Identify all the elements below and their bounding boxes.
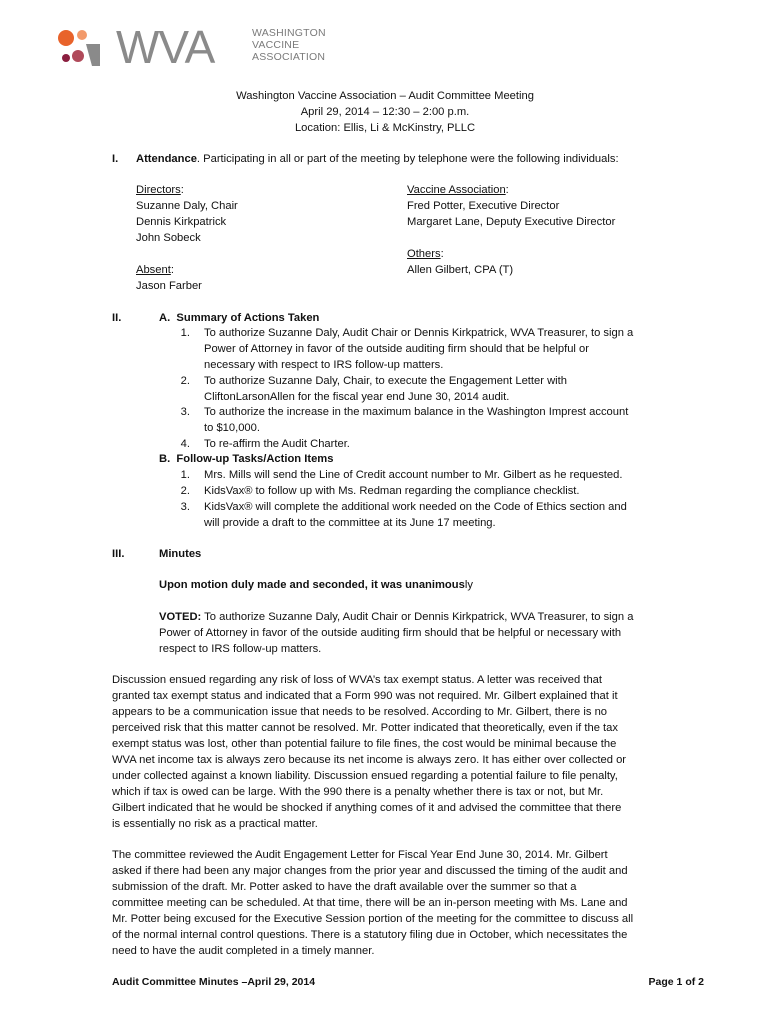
section-1-numeral: I. [112, 153, 119, 165]
va-name: Margaret Lane, Deputy Executive Director [407, 216, 616, 228]
director-name: Suzanne Daly, Chair [136, 200, 238, 212]
others-name: Allen Gilbert, CPA (T) [407, 264, 514, 276]
motion-line [159, 578, 473, 593]
directors-label: Directors [136, 184, 181, 196]
minutes-heading: Minutes [159, 548, 202, 560]
absent-name: Jason Farber [136, 280, 202, 292]
logo-line-3: ASSOCIATION [252, 51, 326, 63]
logo-mark-icon [56, 26, 108, 70]
voted-text: To authorize Suzanne Daly, Audit Chair or Dennis Kirkpatrick, WVA Treasurer, to sign a [201, 611, 634, 623]
va-name: Fred Potter, Executive Director [407, 200, 560, 212]
voted-text: respect to IRS follow-up matters. [159, 643, 322, 655]
motion-tail: ly [464, 579, 473, 591]
section-2-numeral: II. [112, 312, 122, 324]
actions-heading: A. Summary of Actions Taken [159, 312, 320, 324]
meeting-date: April 29, 2014 – 12:30 – 2:00 p.m. [300, 106, 470, 118]
attendance-intro: . Participating in all or part of the meeting by telephone were the following individuals: [196, 153, 619, 165]
motion-bold: Upon motion duly made and seconded, it was unanimous [159, 579, 465, 591]
meeting-location: Location: Ellis, Li & McKinstry, PLLC [294, 122, 476, 134]
logo-name [252, 27, 326, 63]
va-label: Vaccine Association [407, 184, 506, 196]
attendance-line [136, 152, 619, 167]
absent-label: Absent [136, 264, 171, 276]
director-name: Dennis Kirkpatrick [136, 216, 227, 228]
voted-text: Power of Attorney in favor of the outside auditing firm should that be helpful or necessary with [159, 627, 622, 639]
attendance-heading: Attendance [136, 153, 197, 165]
logo-line-1: WASHINGTON [252, 27, 326, 39]
meeting-title: Washington Vaccine Association – Audit Committee Meeting [236, 90, 534, 102]
followup-heading: B. Follow-up Tasks/Action Items [159, 453, 334, 465]
logo-line-2: VACCINE [252, 39, 300, 51]
director-name: John Sobeck [136, 232, 201, 244]
others-label: Others [407, 248, 441, 260]
logo-wva-text: WVA [116, 21, 215, 73]
page-number: Page 1 of 2 [648, 976, 704, 988]
section-3-numeral: III. [112, 548, 125, 560]
logo [56, 21, 346, 73]
footer-left: Audit Committee Minutes –April 29, 2014 [112, 976, 316, 988]
voted-label: VOTED: [159, 611, 202, 623]
